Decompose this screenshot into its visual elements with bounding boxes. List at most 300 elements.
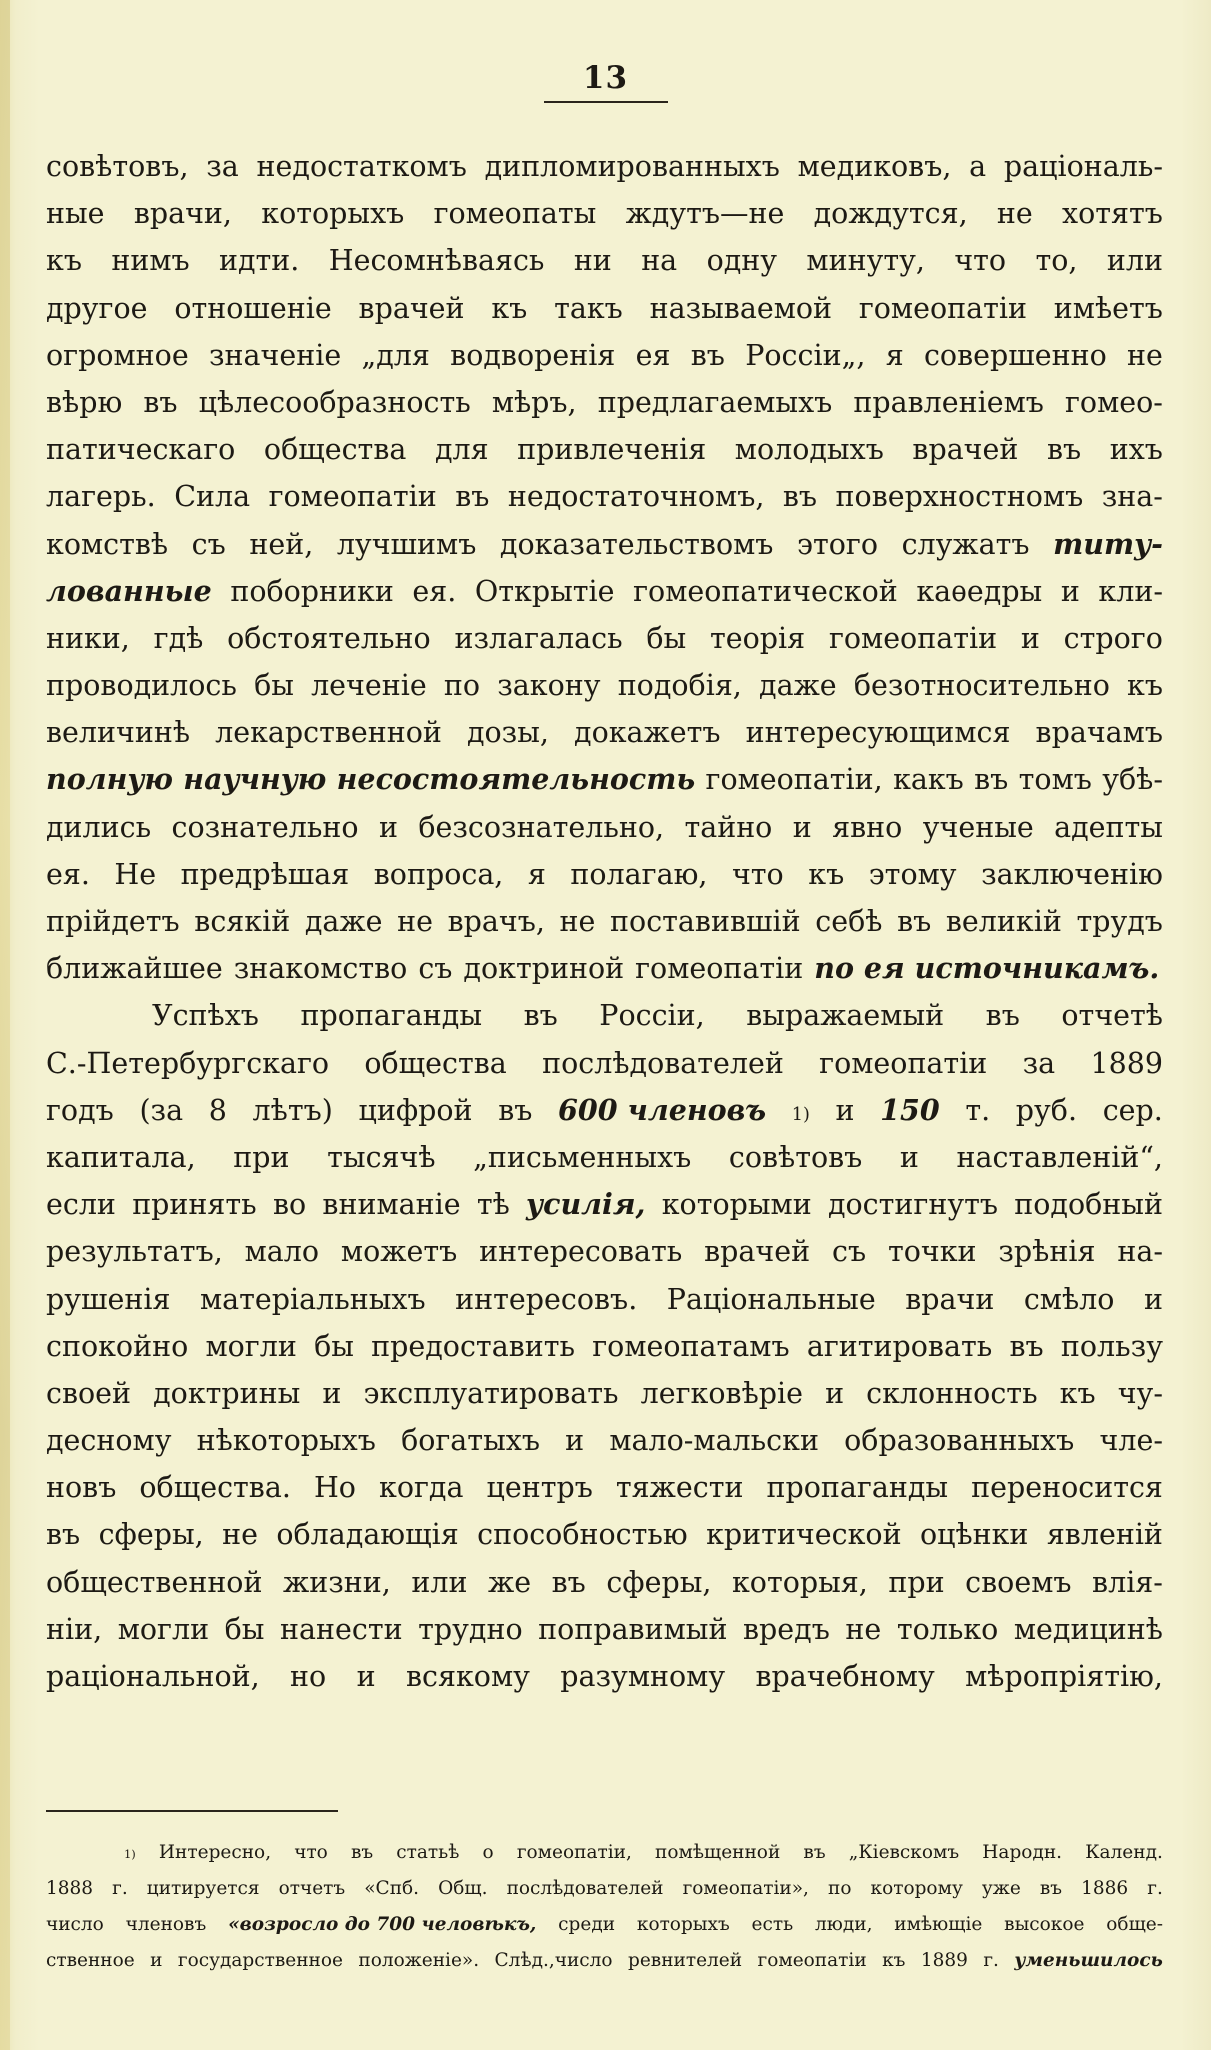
word: въ <box>523 999 558 1033</box>
word: гомеопатіи, <box>705 763 883 797</box>
word: въ <box>455 480 490 514</box>
word: тѣ <box>476 1188 510 1222</box>
word: всякій <box>194 905 291 938</box>
word: врачи <box>905 1282 995 1316</box>
word: руб. <box>1015 1093 1078 1127</box>
word: ревнителей <box>627 1950 743 1971</box>
word: гомеопатіи <box>858 291 1027 325</box>
header-rule <box>544 101 668 103</box>
word: результатъ, <box>46 1235 223 1269</box>
word: Россіи, <box>599 999 705 1033</box>
footnote-line <box>46 1907 1163 1943</box>
word: Народн. <box>982 1842 1063 1863</box>
word: гомеопатіи <box>819 1046 988 1080</box>
word: не <box>397 905 433 938</box>
word: кли- <box>1098 574 1163 608</box>
word: вредъ <box>743 1612 830 1646</box>
italic-word: титу- <box>1053 526 1163 561</box>
word: сферы, <box>606 1565 712 1599</box>
word: къ <box>46 244 82 278</box>
word: какъ <box>893 763 964 797</box>
text-line <box>46 662 1163 709</box>
word: къ <box>882 1950 906 1971</box>
italic-word: уменьшилось <box>1014 1950 1163 1971</box>
word: безотносительно <box>853 669 1110 703</box>
word: мѣръ, <box>491 385 577 419</box>
word: гомеопатической <box>633 574 898 608</box>
word: цифрой <box>358 1093 473 1127</box>
word: „Кіевскомъ <box>848 1842 960 1863</box>
word: даже <box>304 905 383 938</box>
text-line <box>46 521 1163 568</box>
word: теорія <box>710 621 806 655</box>
word: бы <box>314 1329 354 1363</box>
word: подобія, <box>617 669 742 703</box>
word: за <box>1022 1046 1056 1080</box>
word: вниманіе <box>322 1188 461 1222</box>
word: дипломированныхъ <box>484 150 780 183</box>
word: спокойно <box>46 1329 189 1363</box>
word: ней, <box>249 527 314 561</box>
word: подобный <box>1014 1188 1163 1222</box>
word: Календ. <box>1085 1842 1163 1863</box>
word: 1886 <box>1081 1878 1129 1899</box>
word: не <box>845 1612 882 1646</box>
word: или <box>1106 244 1163 278</box>
word: агитировать <box>806 1329 993 1363</box>
word: 1889 <box>1090 1046 1163 1080</box>
word: пропаганды <box>766 1471 949 1505</box>
word: великій <box>945 905 1062 938</box>
word: въ <box>551 1565 586 1599</box>
word: бы <box>646 621 687 655</box>
word: гомеопатіи», <box>682 1878 809 1899</box>
word: помѣщенной <box>654 1842 781 1863</box>
word: ученые <box>922 810 1034 844</box>
word: своемъ <box>965 1565 1072 1599</box>
word: ни <box>573 244 612 278</box>
word: зна- <box>1101 480 1163 514</box>
word: Интересно, <box>158 1842 272 1863</box>
italic-word: несостоятельность <box>336 762 696 797</box>
word: рушенія <box>46 1282 171 1316</box>
word: среди <box>558 1914 616 1935</box>
text-line <box>46 851 1163 898</box>
word: поверхностномъ <box>835 480 1084 514</box>
text-line: годъ (за 8 лѣтъ) цифрой въ 600 членовъ 1) и 150 т. руб. сер. <box>46 1087 1163 1134</box>
word: гомео- <box>1065 385 1163 419</box>
word: и <box>835 1093 855 1127</box>
word: членовъ <box>125 1914 207 1935</box>
word: которыхъ <box>261 197 405 231</box>
word: ніи, <box>46 1612 103 1646</box>
word: хотятъ <box>1062 197 1163 231</box>
text-line <box>46 756 1163 803</box>
word: люди, <box>815 1914 873 1935</box>
word: чле- <box>1099 1424 1163 1458</box>
word: которыми <box>661 1188 812 1222</box>
word: поставившій <box>610 905 801 938</box>
text-line <box>46 568 1163 615</box>
word: дозы, <box>466 716 549 750</box>
italic-word: по ея источникамъ. <box>814 951 1160 986</box>
word: если <box>46 1188 116 1222</box>
text-line <box>46 1040 1163 1087</box>
word: статьѣ <box>396 1842 460 1863</box>
text-line <box>46 1228 1163 1275</box>
word: дождутся, <box>813 197 968 231</box>
word: безсознательно, <box>418 810 665 844</box>
word: гомеопатіи <box>757 1950 867 1971</box>
word: излагалась <box>454 621 623 655</box>
text-line <box>46 1464 1163 1511</box>
text-line <box>46 804 1163 851</box>
italic-word: «возросло до 700 человѣкъ, <box>228 1914 537 1935</box>
word: медицинѣ <box>1013 1612 1163 1646</box>
word: дились <box>46 810 152 844</box>
word: Но <box>313 1471 356 1505</box>
word: отчетъ <box>278 1878 346 1899</box>
word: явно <box>832 810 903 844</box>
word: обще- <box>1106 1914 1163 1935</box>
word: эксплуатировать <box>363 1376 619 1410</box>
word: значеніе <box>208 338 342 372</box>
word: годъ <box>46 1093 114 1127</box>
word: общества <box>263 433 407 467</box>
word: проводилось <box>46 669 237 703</box>
word: не <box>1127 338 1163 372</box>
word: съ <box>191 527 226 561</box>
text-line <box>46 1370 1163 1417</box>
word: ихъ <box>1109 433 1163 467</box>
word: въ <box>1039 1878 1063 1899</box>
word: поборники <box>230 574 394 608</box>
word: строго <box>1063 621 1163 655</box>
word: интересующимся <box>745 716 1011 750</box>
word: можетъ <box>340 1235 458 1269</box>
word: на- <box>1117 1235 1163 1269</box>
word: нанести <box>280 1612 403 1646</box>
word: въ <box>46 1518 81 1552</box>
word: „для <box>361 338 430 372</box>
word: докажетъ <box>574 716 721 750</box>
word: ждутъ—не <box>625 197 785 231</box>
word: но <box>290 1660 327 1693</box>
word: лагерь. <box>46 480 156 514</box>
word: влія- <box>1092 1565 1163 1599</box>
word: водворенія <box>450 338 616 372</box>
word: и <box>565 1424 585 1458</box>
word: нимъ <box>111 244 190 278</box>
word: Не <box>114 857 157 891</box>
word: на <box>641 244 678 278</box>
word: цитируется <box>146 1878 260 1899</box>
word: во <box>272 1188 307 1222</box>
word: Общ. <box>438 1878 488 1899</box>
text-line <box>46 237 1163 284</box>
word: доктрины <box>153 1376 301 1410</box>
word: матеріальныхъ <box>199 1282 426 1316</box>
word: а <box>969 150 987 183</box>
word: уже <box>981 1878 1021 1899</box>
word: гомеопатамъ <box>592 1329 790 1363</box>
word: привлеченія <box>517 433 707 467</box>
word: съ <box>418 952 453 986</box>
word: бы <box>254 669 294 703</box>
word: что <box>731 857 784 891</box>
word: десному <box>46 1424 172 1458</box>
word: и <box>1060 574 1080 608</box>
word: при <box>233 1140 290 1174</box>
word: поправимый <box>538 1612 728 1646</box>
word: мало <box>244 1235 320 1269</box>
word: доказательствомъ <box>499 527 774 561</box>
text-line <box>46 615 1163 662</box>
word: Раціональные <box>666 1282 876 1316</box>
word: мѣропріятію, <box>965 1660 1163 1693</box>
word: гомеопатіи <box>828 621 998 655</box>
word: общества <box>364 1046 507 1080</box>
word: другое <box>46 291 148 325</box>
word: интересовать <box>479 1235 683 1269</box>
word: что <box>294 1842 328 1863</box>
word: при <box>888 1565 945 1599</box>
text-line <box>46 945 1163 992</box>
word: новъ <box>46 1471 117 1505</box>
word: закону <box>497 669 601 703</box>
word: центръ <box>486 1471 593 1505</box>
word: минуту, <box>806 244 925 278</box>
word: способностью <box>477 1518 688 1552</box>
word: по <box>827 1878 852 1899</box>
word: которыя, <box>731 1565 868 1599</box>
word: врачъ, <box>447 905 545 938</box>
word: Успѣхъ <box>152 999 259 1033</box>
word: величинѣ <box>46 716 191 750</box>
word: доктриной <box>463 952 625 986</box>
text-line <box>46 898 1163 945</box>
word: недостаточномъ, <box>507 480 765 514</box>
word: пользу <box>1060 1329 1163 1363</box>
word: и <box>1143 1282 1163 1316</box>
text-line <box>46 1181 1163 1228</box>
word: къ <box>491 291 528 325</box>
word: къ <box>1059 1376 1096 1410</box>
word: раціональ- <box>1003 150 1163 183</box>
text-line <box>46 1559 1163 1606</box>
word: гомеопатіи, <box>516 1842 632 1863</box>
word: лекарственной <box>215 716 442 750</box>
text-line <box>46 1653 1163 1700</box>
word: называемой <box>649 291 833 325</box>
word: пропаганды <box>300 999 483 1033</box>
word: правленіемъ <box>853 385 1044 419</box>
word: въ <box>803 1842 826 1863</box>
word: леченіе <box>311 669 427 703</box>
word: могли <box>205 1329 297 1363</box>
word: предрѣшая <box>180 857 350 891</box>
word: лѣтъ) <box>252 1093 333 1127</box>
word: гдѣ <box>153 621 204 655</box>
word: жизни, <box>283 1565 391 1599</box>
word: трудно <box>418 1612 523 1646</box>
word: въ <box>143 385 178 419</box>
footnotes <box>46 1835 1163 1979</box>
word: вѣрю <box>46 385 123 419</box>
word: интересовъ. <box>455 1282 638 1316</box>
word: въ <box>985 999 1020 1033</box>
word: и <box>792 810 812 844</box>
text-line <box>46 190 1163 237</box>
word: и <box>322 1376 342 1410</box>
word: ея <box>635 338 671 372</box>
word: недостаткомъ <box>256 150 467 183</box>
text-line <box>46 473 1163 520</box>
word: ея. <box>46 857 90 891</box>
word: переносится <box>971 1471 1163 1505</box>
word: врачей <box>704 1235 811 1269</box>
word: къ <box>1127 669 1163 703</box>
word: лучшимъ <box>336 527 477 561</box>
word: оцѣнки <box>919 1518 1029 1552</box>
word: же <box>487 1565 532 1599</box>
word: полагаю, <box>570 857 708 891</box>
word: совѣтовъ <box>728 1140 863 1174</box>
word: патическаго <box>46 433 236 467</box>
word: въ <box>974 763 1009 797</box>
word: огромное <box>46 338 189 372</box>
word: о <box>482 1842 494 1863</box>
text-line <box>46 1606 1163 1653</box>
word: цѣлесообразность <box>198 385 471 419</box>
word: томъ <box>1018 763 1092 797</box>
word: своей <box>46 1376 132 1410</box>
word: гомеопатіи <box>268 480 437 514</box>
word: критической <box>706 1518 902 1552</box>
word: послѣдователей <box>542 1046 784 1080</box>
word: „письменныхъ <box>473 1140 692 1174</box>
word: всякому <box>405 1660 530 1693</box>
text-line <box>46 143 1163 190</box>
word: себѣ <box>815 905 883 938</box>
word: даже <box>759 669 837 703</box>
word: и <box>899 1140 919 1174</box>
word: не <box>996 197 1033 231</box>
footnote-rule <box>46 1810 338 1812</box>
word: и <box>378 810 398 844</box>
word: для <box>434 433 489 467</box>
word: совѣтовъ, <box>46 150 189 183</box>
word: Открытіе <box>474 574 615 608</box>
word: высокое <box>1004 1914 1085 1935</box>
word: обладающія <box>276 1518 459 1552</box>
word: Россіи„, <box>745 338 866 372</box>
word: заключенію <box>981 857 1163 891</box>
word: (за <box>139 1093 184 1127</box>
word: Слѣд.,число <box>494 1950 613 1971</box>
word: за <box>206 150 239 183</box>
word: бы <box>224 1612 265 1646</box>
word: только <box>896 1612 999 1646</box>
word: послѣдователей <box>506 1878 664 1899</box>
word: каѳедры <box>916 574 1043 608</box>
word: зрѣнія <box>998 1235 1096 1269</box>
word: 1889 <box>920 1950 968 1971</box>
word: склонность <box>866 1376 1038 1410</box>
word: и <box>356 1660 376 1693</box>
word: въ <box>897 905 932 938</box>
word: адепты <box>1054 810 1163 844</box>
word: 1888 <box>46 1878 94 1899</box>
word: отношеніе <box>174 291 332 325</box>
word: т. <box>965 1093 991 1127</box>
word: отчетѣ <box>1061 999 1163 1033</box>
italic-word: лованные <box>46 573 212 608</box>
italic-word: полную <box>46 762 173 797</box>
text-line <box>46 1323 1163 1370</box>
italic-word: научную <box>183 762 327 797</box>
word: гомеопаты <box>433 197 597 231</box>
text-line <box>46 709 1163 756</box>
word: врачей <box>358 291 465 325</box>
word: 8 <box>208 1093 227 1127</box>
word: убѣ- <box>1102 763 1163 797</box>
word: предоставить <box>371 1329 576 1363</box>
text-line <box>46 285 1163 332</box>
word: одну <box>706 244 778 278</box>
word: тысячѣ <box>327 1140 436 1174</box>
text-line <box>46 1417 1163 1464</box>
word: въ <box>690 338 725 372</box>
word: медиковъ, <box>797 150 952 183</box>
word: въ <box>498 1093 533 1127</box>
italic-word: 600 членовъ <box>558 1092 767 1127</box>
word: въ <box>1046 433 1082 467</box>
word: ближайшее <box>46 952 223 986</box>
word: государственное <box>177 1950 343 1971</box>
word: знакомство <box>233 952 408 986</box>
word: легковѣріе <box>640 1376 803 1410</box>
word: и <box>1020 621 1040 655</box>
text-line <box>46 426 1163 473</box>
word: число <box>46 1914 104 1935</box>
word: я <box>885 338 904 372</box>
word: раціональной, <box>46 1660 260 1693</box>
word: врачебному <box>755 1660 935 1693</box>
word: общественной <box>46 1565 263 1599</box>
word: г. <box>1147 1878 1163 1899</box>
word: капитала, <box>46 1140 196 1174</box>
word: или <box>411 1565 468 1599</box>
word: въ <box>782 480 818 514</box>
word: г. <box>112 1878 128 1899</box>
word: имѣетъ <box>1053 291 1163 325</box>
word: явленій <box>1046 1518 1163 1552</box>
word: разумному <box>560 1660 726 1693</box>
word: вопроса, <box>373 857 504 891</box>
word: по <box>443 669 481 703</box>
word: гомеопатіи <box>635 952 804 986</box>
word: могли <box>117 1612 210 1646</box>
word: ственное <box>46 1950 135 1971</box>
word: С.-Петербургскаго <box>46 1046 330 1080</box>
footnote-line <box>46 1943 1163 1979</box>
word: сер. <box>1102 1093 1163 1127</box>
word: которому <box>870 1878 963 1899</box>
word: «Спб. <box>364 1878 420 1899</box>
word: въ <box>1009 1329 1044 1363</box>
italic-word: 150 <box>880 1092 940 1127</box>
